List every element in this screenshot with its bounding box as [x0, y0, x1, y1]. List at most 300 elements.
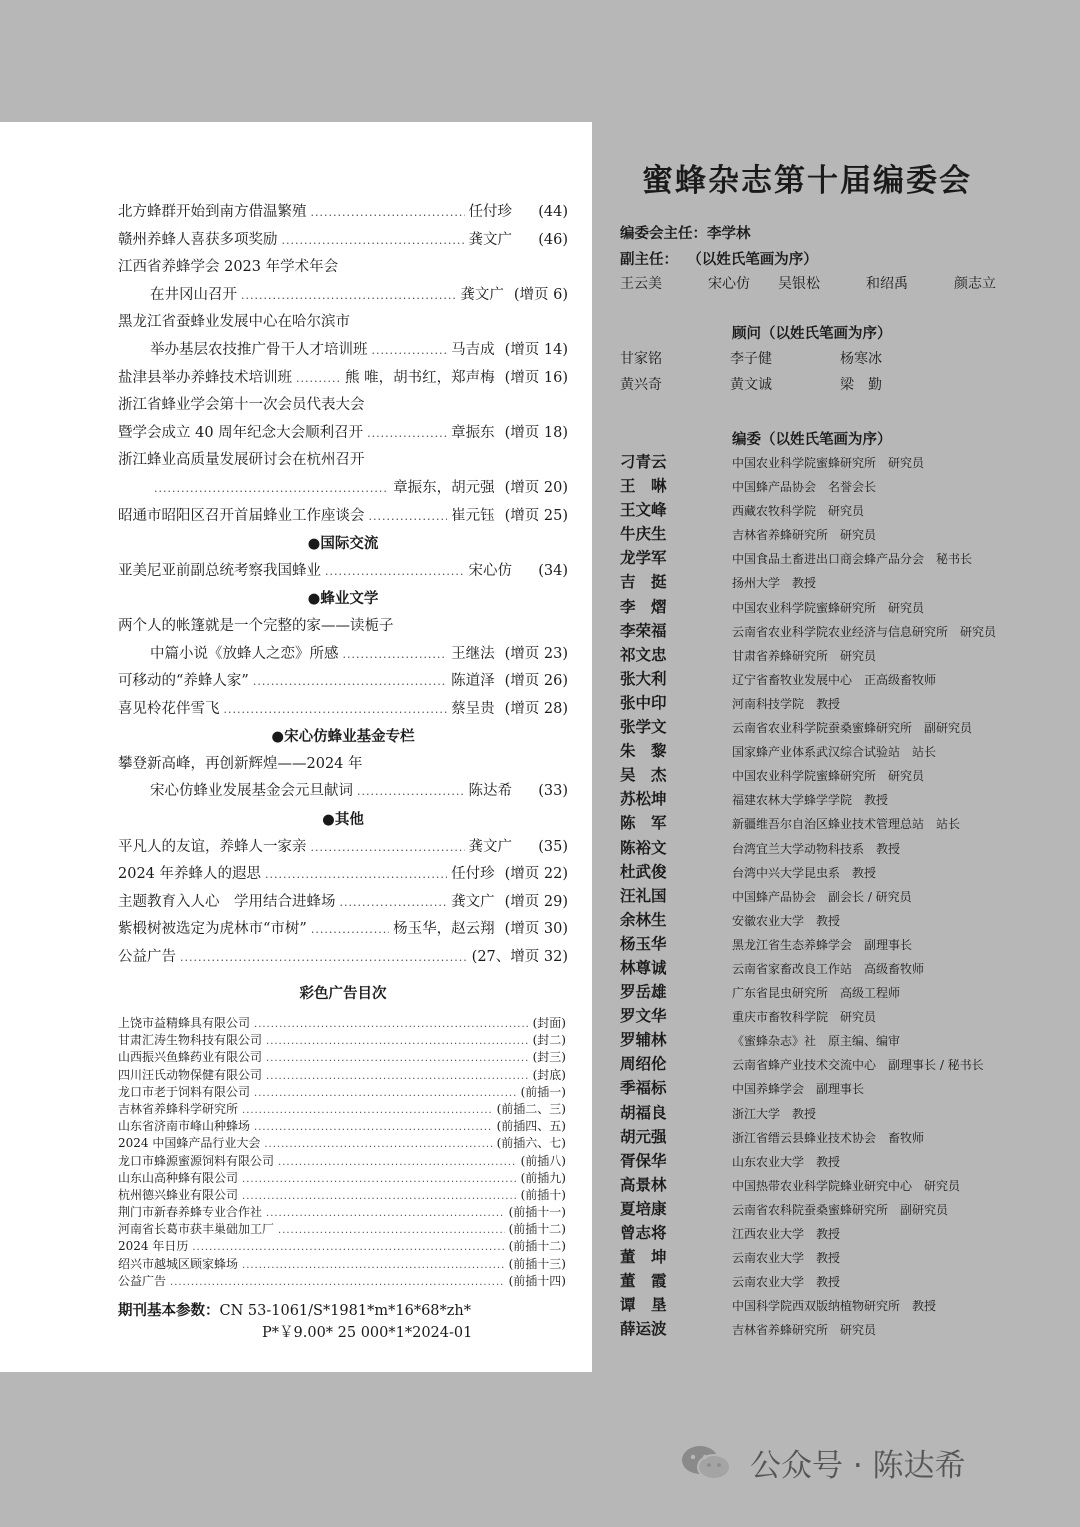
ad-entry [118, 1220, 566, 1237]
params-line2: P*￥9.00* 25 000*1*2024-01 [262, 1325, 473, 1341]
member-row [620, 498, 1060, 522]
member-affiliation: 浙江大学 教授 [732, 1106, 817, 1121]
member-name: 祁文忠 [620, 645, 667, 664]
member-row [620, 739, 1060, 763]
toc-entry-author: 宋心仿 [468, 562, 512, 579]
ad-entry [118, 1152, 566, 1169]
chair-name: 李学林 [707, 226, 751, 242]
ad-leader-dots [170, 1277, 505, 1288]
toc-entry-title: 公益广告 [118, 949, 176, 966]
member-row [620, 1028, 1060, 1052]
ad-page: (前插十一) [508, 1205, 566, 1220]
advisor-name: 黄文诚 [730, 377, 772, 393]
member-affiliation: 福建农林大学蜂学学院 教授 [732, 793, 889, 808]
toc-entry-author: 章振东，胡元强 [393, 479, 495, 496]
toc-entry [118, 255, 568, 283]
toc-entry-author: 蔡呈贵 [451, 700, 495, 717]
toc-entry-page: (33) [538, 783, 568, 800]
toc-entry-title: 赣州养蜂人喜获多项奖励 [118, 231, 278, 248]
toc-entry-title: 亚美尼亚前副总统考察我国蜂业 [118, 562, 321, 579]
ad-page: (前插四、五) [496, 1119, 566, 1134]
member-affiliation: 云南省家畜改良工作站 高级畜牧师 [732, 961, 925, 976]
member-name: 薛运波 [620, 1320, 667, 1339]
member-affiliation: 中国蜂产品协会 名誉会长 [732, 480, 877, 495]
member-row [620, 546, 1060, 570]
toc-entry-title: 喜见柃花伴雪飞 [118, 700, 220, 717]
member-name: 曾志将 [620, 1224, 667, 1242]
member-row [620, 570, 1060, 594]
member-row [620, 1245, 1060, 1269]
toc-entry-title: 主题教育入人心 学用结合进蜂场 [118, 893, 336, 910]
board-vice-heading [620, 248, 818, 269]
toc-entry [118, 366, 568, 394]
member-name: 杨玉华 [620, 934, 667, 953]
member-affiliation: 河南科技学院 教授 [732, 696, 841, 711]
ad-entry [118, 1048, 566, 1065]
member-name: 胥保华 [620, 1151, 667, 1170]
watermark-text: 公众号 · 陈达希 [750, 1448, 966, 1484]
toc-entry [118, 200, 568, 228]
toc-entry-page: (增页 30) [504, 921, 568, 938]
ad-leader-dots [242, 1260, 505, 1271]
toc-entry-page: (增页 28) [504, 700, 568, 717]
member-row [620, 811, 1060, 835]
toc-entry [118, 752, 568, 780]
toc-entry-author: 任付珍 [451, 866, 495, 883]
member-affiliation: 辽宁省畜牧业发展中心 正高级畜牧师 [732, 672, 937, 687]
ad-leader-dots [266, 1071, 529, 1082]
toc-entry-title: 中篇小说《放蜂人之恋》所感 [150, 645, 339, 662]
ad-entry [118, 1237, 566, 1254]
ad-page: (前插九) [520, 1170, 566, 1185]
member-affiliation: 重庆市畜牧科学院 研究员 [732, 1010, 877, 1025]
ad-leader-dots [266, 1036, 529, 1047]
members-title: 编委（以姓氏笔画为序） [732, 432, 892, 448]
member-name: 陈 军 [620, 814, 667, 833]
member-row [620, 884, 1060, 908]
member-name: 高景林 [620, 1175, 667, 1194]
member-name: 林尊诚 [620, 958, 667, 977]
member-affiliation: 黑龙江省生态养蜂学会 副理事长 [732, 937, 913, 952]
member-row [620, 1317, 1060, 1341]
toc-entry [118, 779, 568, 807]
ad-page: (前插十二) [508, 1222, 566, 1237]
toc-leader-dots [372, 344, 448, 357]
member-row [620, 787, 1060, 811]
toc-entry-title: 昭通市昭阳区召开首届蜂业工作座谈会 [118, 507, 365, 524]
toc-entry-title: 攀登新高峰，再创新辉煌——2024 年 [118, 755, 363, 772]
member-affiliation: 甘肃省养蜂研究所 研究员 [732, 648, 877, 663]
toc-entry-author: 龚文广 [468, 838, 512, 855]
toc-leader-dots [180, 951, 468, 964]
toc-entry-title: 江西省养蜂学会 2023 年学术年会 [118, 259, 339, 276]
member-name: 胡元强 [620, 1127, 667, 1146]
member-row [620, 860, 1060, 884]
member-name: 杜武俊 [620, 862, 667, 881]
ad-name: 2024 中国蜂产品行业大会 [118, 1136, 261, 1151]
member-name: 苏松坤 [620, 790, 667, 809]
ad-leader-dots [242, 1191, 517, 1202]
member-affiliation: 《蜜蜂杂志》社 原主编、编审 [732, 1034, 901, 1049]
ad-entry [118, 1117, 566, 1134]
ad-name: 河南省长葛市获丰巢础加工厂 [118, 1222, 275, 1237]
member-name: 谭 垦 [620, 1296, 667, 1315]
table-of-contents [118, 200, 568, 973]
ad-name: 龙口市蜂源蜜源饲料有限公司 [118, 1153, 275, 1168]
section-other: ●其他 [322, 812, 364, 829]
vice-chair-name: 吴银松 [778, 276, 820, 292]
toc-entry-title: 举办基层农技推广骨干人才培训班 [150, 341, 368, 358]
member-row [620, 643, 1060, 667]
ad-page: (前插八) [520, 1153, 566, 1168]
ad-page: (前插六、七) [496, 1136, 566, 1151]
toc-entry-page: (增页 22) [504, 866, 568, 883]
section-literature: ●蜂业文学 [307, 591, 379, 608]
member-affiliation: 中国农业科学院蜜蜂研究所 研究员 [732, 600, 925, 615]
toc-entry [118, 559, 568, 587]
member-name: 牛庆生 [620, 525, 667, 544]
member-name: 李荣福 [620, 621, 667, 640]
member-affiliation: 云南省农业科学院农业经济与信息研究所 研究员 [732, 624, 997, 639]
member-name: 季福标 [620, 1079, 667, 1098]
ad-page: (前插十四) [508, 1273, 566, 1288]
ad-name: 绍兴市越城区顾家蜂场 [118, 1256, 239, 1271]
toc-entry-author: 马吉成 [451, 341, 495, 358]
toc-leader-dots [224, 703, 448, 716]
toc-entry-page: (增页 29) [504, 893, 568, 910]
toc-entry-title: 盐津县举办养蜂技术培训班 [118, 369, 292, 386]
member-name: 董 霞 [620, 1272, 667, 1291]
member-name: 李 熠 [620, 597, 667, 616]
ad-page: (封底) [532, 1067, 566, 1082]
advisor-name: 甘家铭 [620, 351, 662, 367]
ad-leader-dots [254, 1122, 493, 1133]
member-affiliation: 云南省农科院蚕桑蜜蜂研究所 副研究员 [732, 1202, 949, 1217]
ad-page: (封二) [532, 1033, 566, 1048]
member-affiliation: 安徽农业大学 教授 [732, 913, 841, 928]
toc-entry-author: 陈道泽 [451, 673, 495, 690]
member-name: 周绍伦 [620, 1055, 667, 1074]
toc-leader-dots [343, 648, 448, 661]
toc-entry [118, 890, 568, 918]
member-row [620, 1125, 1060, 1149]
vice-chair-name: 和绍禹 [866, 276, 908, 292]
member-row [620, 1149, 1060, 1173]
toc-entry-title: 紫椴树被选定为虎林市“市树” [118, 921, 307, 938]
section-international: ●国际交流 [307, 536, 379, 553]
ad-entry [118, 1203, 566, 1220]
toc-entry [118, 338, 568, 366]
vice-chair-name: 颜志立 [954, 276, 996, 292]
member-affiliation: 台湾宜兰大学动物科技系 教授 [732, 841, 901, 856]
toc-entry [118, 504, 568, 532]
toc-entry [118, 862, 568, 890]
member-row [620, 595, 1060, 619]
member-affiliation: 中国农业科学院蜜蜂研究所 研究员 [732, 769, 925, 784]
member-row [620, 450, 1060, 474]
toc-leader-dots [357, 785, 465, 798]
toc-entry-page: (增页 6) [513, 286, 568, 303]
toc-leader-dots [154, 482, 389, 495]
member-affiliation: 云南农业大学 教授 [732, 1251, 841, 1266]
member-affiliation: 云南农业大学 教授 [732, 1275, 841, 1290]
member-name: 张大利 [620, 669, 667, 688]
ad-name: 山东省济南市峰山种蜂场 [118, 1119, 251, 1134]
advisor-name: 杨寒冰 [840, 351, 882, 367]
member-row [620, 1076, 1060, 1100]
member-name: 刁青云 [620, 453, 667, 471]
ad-page: (前插十二) [508, 1239, 566, 1254]
ad-page: (前插十) [520, 1187, 566, 1202]
member-affiliation: 广东省昆虫研究所 高级工程师 [732, 986, 901, 1001]
toc-entry-author: 龚文广 [468, 231, 512, 248]
board-chair [620, 222, 751, 243]
toc-entry [118, 393, 568, 421]
toc-leader-dots [311, 923, 389, 936]
advisor-name: 黄兴奇 [620, 377, 662, 393]
journal-parameters [118, 1300, 578, 1344]
member-row [620, 667, 1060, 691]
ad-page: (封三) [532, 1050, 566, 1065]
member-row [620, 1293, 1060, 1317]
toc-entry-author: 陈达希 [468, 783, 512, 800]
member-affiliation: 中国蜂产品协会 副会长 / 研究员 [732, 889, 912, 904]
ad-entry [118, 1134, 566, 1151]
section-fund-column: ●宋心仿蜂业基金专栏 [271, 729, 415, 746]
member-name: 罗岳雄 [620, 983, 667, 1002]
ad-leader-dots [266, 1208, 505, 1219]
member-row [620, 836, 1060, 860]
ad-leader-dots [254, 1019, 529, 1030]
toc-entry-author: 龚文广 [451, 893, 495, 910]
ad-name: 龙口市老于饲料有限公司 [118, 1084, 251, 1099]
toc-entry-title: 浙江蜂业高质量发展研讨会在杭州召开 [118, 452, 365, 469]
member-name: 胡福良 [620, 1103, 667, 1122]
member-row [620, 1004, 1060, 1028]
member-affiliation: 浙江省缙云县蜂业技术协会 畜牧师 [732, 1130, 925, 1145]
member-name: 王文峰 [620, 501, 667, 520]
member-affiliation: 云南省农业科学院蚕桑蜜蜂研究所 副研究员 [732, 721, 973, 736]
toc-entry [118, 917, 568, 945]
vice-label: 副主任： [620, 252, 678, 268]
member-row [620, 522, 1060, 546]
advisor-name: 李子健 [730, 351, 772, 367]
member-affiliation: 中国农业科学院蜜蜂研究所 研究员 [732, 456, 925, 470]
toc-entry-author: 龚文广 [460, 286, 504, 303]
member-row [620, 980, 1060, 1004]
member-name: 罗文华 [620, 1007, 667, 1026]
toc-entry [118, 945, 568, 973]
toc-entry [118, 421, 568, 449]
ad-entry [118, 1272, 566, 1289]
member-name: 朱 黎 [620, 742, 667, 761]
toc-entry [118, 283, 568, 311]
toc-entry-page: (增页 18) [504, 424, 568, 441]
toc-entry-page: (27、增页 32) [471, 949, 568, 966]
ad-name: 上饶市益精蜂具有限公司 [118, 1016, 251, 1030]
toc-entry [118, 642, 568, 670]
toc-leader-dots [296, 372, 341, 385]
member-affiliation: 国家蜂产业体系武汉综合试验站 站长 [732, 745, 937, 760]
toc-entry [118, 448, 568, 476]
color-ads-list [118, 1014, 566, 1289]
ad-page: (前插十三) [508, 1256, 566, 1271]
watermark [680, 1440, 966, 1485]
toc-entry-author: 熊 唯，胡书红，郑声梅 [345, 369, 495, 386]
toc-entry [118, 476, 568, 504]
ad-entry [118, 1186, 566, 1203]
toc-leader-dots [241, 289, 456, 302]
ad-leader-dots [254, 1088, 517, 1099]
member-row [620, 1173, 1060, 1197]
ad-entry [118, 1169, 566, 1186]
ad-name: 甘肃汇涛生物科技有限公司 [118, 1033, 263, 1048]
wechat-icon [680, 1443, 732, 1483]
member-row [620, 1269, 1060, 1293]
toc-entry [118, 835, 568, 863]
vice-chair-name: 王云美 [620, 276, 662, 292]
member-affiliation: 云南省蜂产业技术交流中心 副理事长 / 秘书长 [732, 1058, 984, 1073]
member-name: 张中印 [620, 693, 667, 712]
ad-entry [118, 1083, 566, 1100]
member-row [620, 956, 1060, 980]
toc-entry-author: 杨玉华，赵云翔 [393, 921, 495, 938]
toc-entry-title: 两个人的帐篷就是一个完整的家——读栀子 [118, 617, 394, 634]
toc-leader-dots [325, 565, 465, 578]
member-name: 陈裕文 [620, 838, 667, 857]
ad-name: 山西振兴鱼蜂药业有限公司 [118, 1050, 263, 1065]
member-name: 董 坤 [620, 1248, 667, 1267]
ad-entry [118, 1014, 566, 1031]
advisors-list [620, 348, 950, 394]
member-row [620, 619, 1060, 643]
member-affiliation: 山东农业大学 教授 [732, 1154, 841, 1169]
member-name: 张学文 [620, 718, 667, 737]
ad-name: 吉林省养蜂科学研究所 [118, 1101, 239, 1116]
params-label: 期刊基本参数： [118, 1303, 220, 1319]
toc-entry-title: 北方蜂群开始到南方借温繁殖 [118, 204, 307, 220]
toc-entry-title: 可移动的“养蜂人家” [118, 673, 249, 690]
member-affiliation: 吉林省养蜂研究所 研究员 [732, 1323, 877, 1338]
member-row [620, 1221, 1060, 1245]
member-name: 余林生 [620, 910, 667, 929]
toc-entry [118, 697, 568, 725]
member-affiliation: 台湾中兴大学昆虫系 教授 [732, 865, 877, 880]
ad-name: 四川汪氏动物保健有限公司 [118, 1067, 263, 1082]
member-affiliation: 中国科学院西双版纳植物研究所 教授 [732, 1299, 937, 1314]
advisor-name: 梁 勤 [840, 377, 882, 393]
toc-leader-dots [282, 234, 465, 247]
color-ads-title: 彩色广告目次 [299, 986, 387, 1002]
params-line1: CN 53-1061/S*1981*m*16*68*zh* [219, 1303, 471, 1319]
member-name: 吉 挺 [620, 573, 667, 592]
toc-entry-page: (46) [538, 231, 568, 248]
toc-entry-page: (增页 26) [504, 673, 568, 690]
toc-entry-title: 2024 年养蜂人的遐思 [118, 866, 262, 883]
ad-page: (前插一) [520, 1084, 566, 1099]
member-affiliation: 中国热带农业科学院蜂业研究中心 研究员 [732, 1178, 961, 1193]
member-row [620, 908, 1060, 932]
toc-entry [118, 228, 568, 256]
ad-leader-dots [278, 1157, 517, 1168]
member-affiliation: 新疆维吾尔自治区蜂业技术管理总站 站长 [732, 817, 961, 832]
toc-entry-page: (增页 23) [504, 645, 568, 662]
ad-name: 荆门市新春养蜂专业合作社 [118, 1205, 263, 1220]
ad-entry [118, 1031, 566, 1048]
toc-entry-author: 章振东 [451, 424, 495, 441]
member-affiliation: 中国食品土畜进出口商会蜂产品分会 秘书长 [732, 552, 973, 567]
member-row [620, 1052, 1060, 1076]
ad-entry [118, 1100, 566, 1117]
member-row [620, 691, 1060, 715]
ad-name: 杭州德兴蜂业有限公司 [118, 1187, 239, 1202]
toc-leader-dots [369, 510, 448, 523]
chair-label: 编委会主任： [620, 226, 707, 242]
toc-entry-title: 宋心仿蜂业发展基金会元旦献词 [150, 783, 353, 800]
toc-entry [118, 614, 568, 642]
toc-leader-dots [253, 675, 447, 688]
ad-name: 2024 年日历 [118, 1239, 189, 1254]
toc-leader-dots [340, 896, 448, 909]
toc-entry-author: 崔元钰 [451, 507, 495, 524]
vice-chair-name: 宋心仿 [708, 276, 750, 292]
member-name: 王 啉 [620, 477, 667, 496]
toc-entry-page: (增页 20) [504, 479, 568, 496]
member-row [620, 1101, 1060, 1125]
ad-leader-dots [266, 1053, 529, 1064]
vice-note: （以姓氏笔画为序） [687, 252, 818, 268]
toc-entry-title: 暨学会成立 40 周年纪念大会顺利召开 [118, 424, 364, 441]
member-affiliation: 江西农业大学 教授 [732, 1227, 841, 1241]
toc-leader-dots [367, 427, 447, 440]
board-title: 蜜蜂杂志第十届编委会 [642, 163, 972, 199]
member-name: 罗辅林 [620, 1031, 667, 1050]
member-affiliation: 西藏农牧科学院 研究员 [732, 504, 865, 519]
member-name: 汪礼国 [620, 886, 667, 905]
toc-entry-page: (44) [538, 204, 568, 220]
toc-entry-title: 浙江省蜂业学会第十一次会员代表大会 [118, 397, 365, 414]
member-name: 龙学军 [620, 549, 667, 568]
member-name: 吴 杰 [620, 766, 667, 785]
toc-entry-page: (增页 25) [504, 507, 568, 524]
advisors-title: 顾问（以姓氏笔画为序） [732, 326, 892, 342]
toc-entry-page: (增页 16) [504, 369, 568, 386]
toc-leader-dots [311, 841, 465, 854]
toc-entry-title: 在井冈山召开 [150, 286, 237, 303]
member-row [620, 715, 1060, 739]
member-affiliation: 扬州大学 教授 [732, 576, 817, 591]
toc-entry [118, 310, 568, 338]
ad-page: (前插二、三) [496, 1101, 566, 1116]
ad-name: 山东山高种蜂有限公司 [118, 1170, 239, 1185]
toc-entry-title: 平凡人的友谊，养蜂人一家亲 [118, 838, 307, 855]
ad-leader-dots [192, 1242, 504, 1253]
toc-entry-page: (35) [538, 838, 568, 855]
toc-entry-author: 任付珍 [468, 204, 512, 220]
ad-leader-dots [278, 1225, 505, 1236]
ad-page: (封面) [532, 1016, 566, 1030]
ad-leader-dots [264, 1139, 492, 1150]
member-row [620, 932, 1060, 956]
vice-chairs-list [620, 273, 1042, 293]
ad-leader-dots [242, 1174, 517, 1185]
toc-entry [118, 669, 568, 697]
toc-entry-page: (增页 14) [504, 341, 568, 358]
ad-entry [118, 1255, 566, 1272]
ad-leader-dots [242, 1105, 493, 1116]
member-row [620, 474, 1060, 498]
members-list [620, 450, 1060, 1341]
